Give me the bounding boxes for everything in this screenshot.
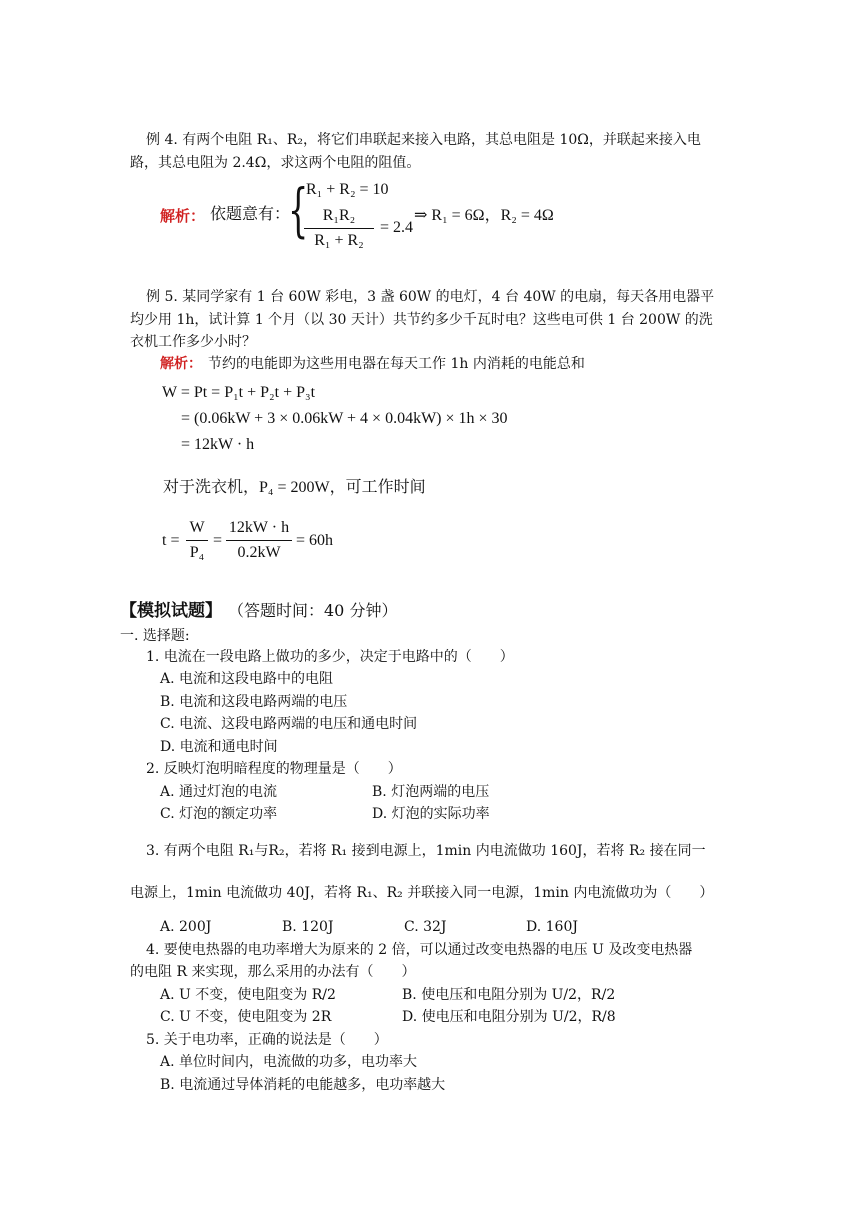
ex4-fraction [304,206,374,251]
ex4-fraction-rhs: = 2.4 [380,219,414,236]
system-brace: { [288,176,309,244]
q2-option-d: D. 灯泡的实际功率 [372,806,490,822]
ex4-equation1: R₁ + R₂ = 10 [306,181,389,198]
ex4-fraction-numerator: R₁R₂ [322,207,356,224]
q3-stem-line1: 3. 有两个电阻 R₁与R₂，若将 R₁ 接到电源上，1min 内电流做功 160J，若将 R₂ 接在同一 [146,843,706,859]
ex4-analysis-label: 解析： [160,207,206,225]
ex5-equals: = [213,532,223,549]
q5-stem: 5. 关于电功率，正确的说法是（ ） [146,1032,388,1048]
q4-option-c: C. U 不变，使电阻变为 2R [160,1009,332,1025]
ex4-fraction-denominator: R₁ + R₂ [314,232,364,249]
q2-option-a: A. 通过灯泡的电流 [160,784,278,800]
fraction-bar [304,228,374,229]
fraction-bar [186,540,208,541]
ex5-calc-line1: W = Pt = P₁t + P₂t + P₃t [162,384,316,401]
q4-stem-line2: 的电阻 R 来实现，那么采用的办法有（ ） [130,964,416,980]
ex5-fraction-1-denominator: P₄ [189,544,205,561]
quiz-section-title: 一. 选择题: [120,628,190,644]
q1-option-b: B. 电流和这段电路两端的电压 [160,694,348,710]
quiz-time: （答题时间：40 分钟） [228,601,398,620]
q3-option-b: B. 120J [282,919,334,935]
ex5-calc-line2: = (0.06kW + 3 × 0.06kW + 4 × 0.04kW) × 1h × 30 [181,410,508,427]
fraction-bar [226,540,292,541]
ex4-line1: 例 4. 有两个电阻 R₁、R₂，将它们串联起来接入电路，其总电阻是 10Ω，并联起来接入电 [146,132,701,148]
q4-option-b: B. 使电压和电阻分别为 U/2，R/2 [402,987,616,1003]
ex5-fraction-2-numerator: 12kW · h [228,519,290,536]
q1-stem: 1. 电流在一段电路上做功的多少，决定于电路中的（ ） [146,649,514,665]
q2-option-b: B. 灯泡两端的电压 [372,784,490,800]
q4-option-d: D. 使电压和电阻分别为 U/2，R/8 [402,1009,616,1025]
ex5-t-result: = 60h [296,532,334,549]
q5-option-b: B. 电流通过导体消耗的电能越多，电功率越大 [160,1077,446,1093]
ex5-washer-line: 对于洗衣机，P₄ = 200W，可工作时间 [163,479,426,496]
ex5-analysis: 节约的电能即为这些用电器在每天工作 1h 内消耗的电能总和 [208,356,585,372]
q1-option-d: D. 电流和通电时间 [160,739,278,755]
q2-option-c: C. 灯泡的额定功率 [160,806,278,822]
q1-option-c: C. 电流、这段电路两端的电压和通电时间 [160,716,418,732]
ex5-t-lhs: t = [162,532,180,549]
ex5-fraction-2 [226,518,292,563]
ex5-line2: 均少用 1h，试计算 1 个月（以 30 天计）共节约多少千瓦时电？这些电可供 1 台 200W 的洗 [130,312,713,328]
q3-option-c: C. 32J [404,919,447,935]
ex5-analysis-label: 解析： [160,356,202,372]
q3-option-d: D. 160J [526,919,578,935]
q1-option-a: A. 电流和这段电路中的电阻 [160,671,334,687]
q3-option-a: A. 200J [160,919,212,935]
q4-stem-line1: 4. 要使电热器的电功率增大为原来的 2 倍，可以通过改变电热器的电压 U 及改变电热器 [146,942,693,958]
ex5-fraction-2-denominator: 0.2kW [237,544,281,561]
ex4-intro: 依题意有： [210,204,291,223]
q4-option-a: A. U 不变，使电阻变为 R/2 [160,987,336,1003]
ex4-line2: 路，其总电阻为 2.4Ω，求这两个电阻的阻值。 [130,155,421,171]
ex5-line3: 衣机工作多少小时？ [130,334,256,350]
ex4-result: ⇒ R₁ = 6Ω，R₂ = 4Ω [414,207,554,224]
q2-stem: 2. 反映灯泡明暗程度的物理量是（ ） [146,761,402,777]
q5-option-a: A. 单位时间内，电流做的功多，电功率大 [160,1054,418,1070]
quiz-heading: 【模拟试题】 [120,601,222,621]
ex5-calc-line3: = 12kW · h [181,436,255,453]
q3-stem-line2: 电源上，1min 电流做功 40J，若将 R₁、R₂ 并联接入同一电源，1min 内电流做功为（ ） [130,885,714,901]
ex5-fraction-1 [186,518,208,563]
ex5-fraction-1-numerator: W [189,519,205,536]
ex5-line1: 例 5. 某同学家有 1 台 60W 彩电，3 盏 60W 的电灯，4 台 40W 的电扇，每天各用电器平 [146,289,715,305]
